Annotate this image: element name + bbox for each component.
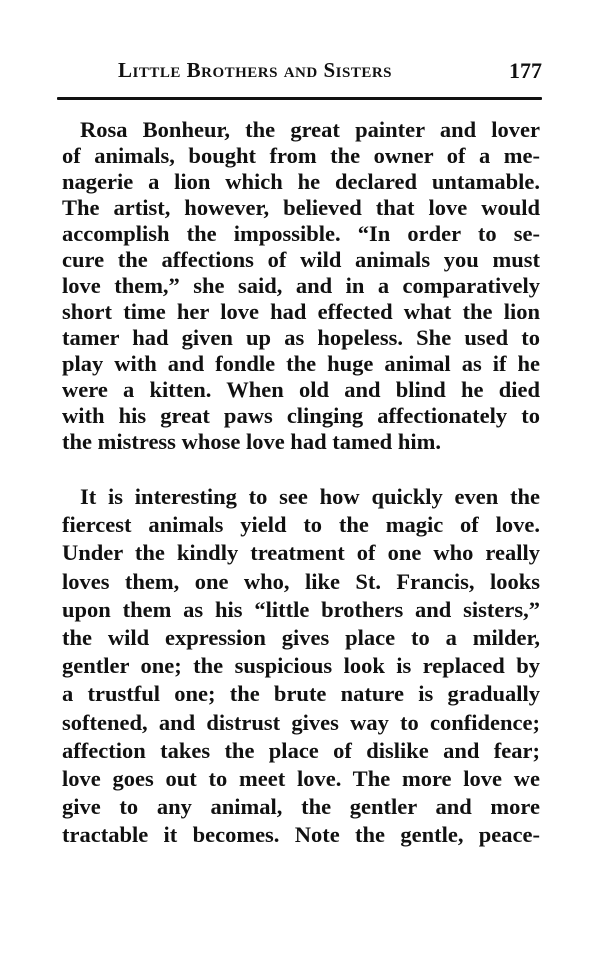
page-number: 177 — [509, 58, 542, 83]
text-line: a trustful one; the brute nature is gradually — [62, 681, 540, 707]
page-header — [60, 58, 542, 88]
text-line: play with and fondle the huge animal as if he — [62, 351, 540, 376]
text-line: Rosa Bonheur, the great painter and lover — [80, 117, 540, 142]
text-line: with his great paws clinging affectionately to — [62, 403, 540, 428]
text-line: gentler one; the suspicious look is replaced by — [62, 653, 540, 679]
text-line: of animals, bought from the owner of a me- — [62, 143, 540, 168]
text-line: fiercest animals yield to the magic of love. — [62, 512, 540, 538]
text-line: were a kitten. When old and blind he died — [62, 377, 540, 402]
text-line: love them,” she said, and in a comparatively — [62, 273, 540, 298]
text-line: cure the affections of wild animals you must — [62, 247, 540, 272]
text-line: tractable it becomes. Note the gentle, peace- — [62, 822, 540, 848]
text-line: the mistress whose love had tamed him. — [62, 429, 441, 454]
text-line: softened, and distrust gives way to confidence; — [62, 709, 540, 735]
text-line: Under the kindly treatment of one who really — [62, 540, 540, 566]
text-line: give to any animal, the gentler and more — [62, 794, 540, 820]
paragraph-2 — [62, 483, 540, 849]
text-line: love goes out to meet love. The more love we — [62, 765, 540, 791]
header-rule — [57, 97, 542, 100]
text-line: short time her love had effected what the lion — [62, 299, 540, 324]
text-line: The artist, however, believed that love would — [62, 195, 540, 220]
text-line: nagerie a lion which he declared untamable. — [62, 169, 540, 194]
running-title: Little Brothers and Sisters — [118, 58, 393, 82]
text-line: the wild expression gives place to a milder, — [62, 624, 540, 650]
text-line: It is interesting to see how quickly even the — [80, 484, 540, 509]
text-line: accomplish the impossible. “In order to se- — [62, 221, 540, 246]
text-line: affection takes the place of dislike and fear; — [62, 737, 540, 763]
text-line: upon them as his “little brothers and sisters,” — [62, 596, 540, 622]
text-line: tamer had given up as hopeless. She used to — [62, 325, 540, 350]
text-line: loves them, one who, like St. Francis, looks — [62, 568, 540, 594]
paragraph-1 — [62, 117, 540, 455]
